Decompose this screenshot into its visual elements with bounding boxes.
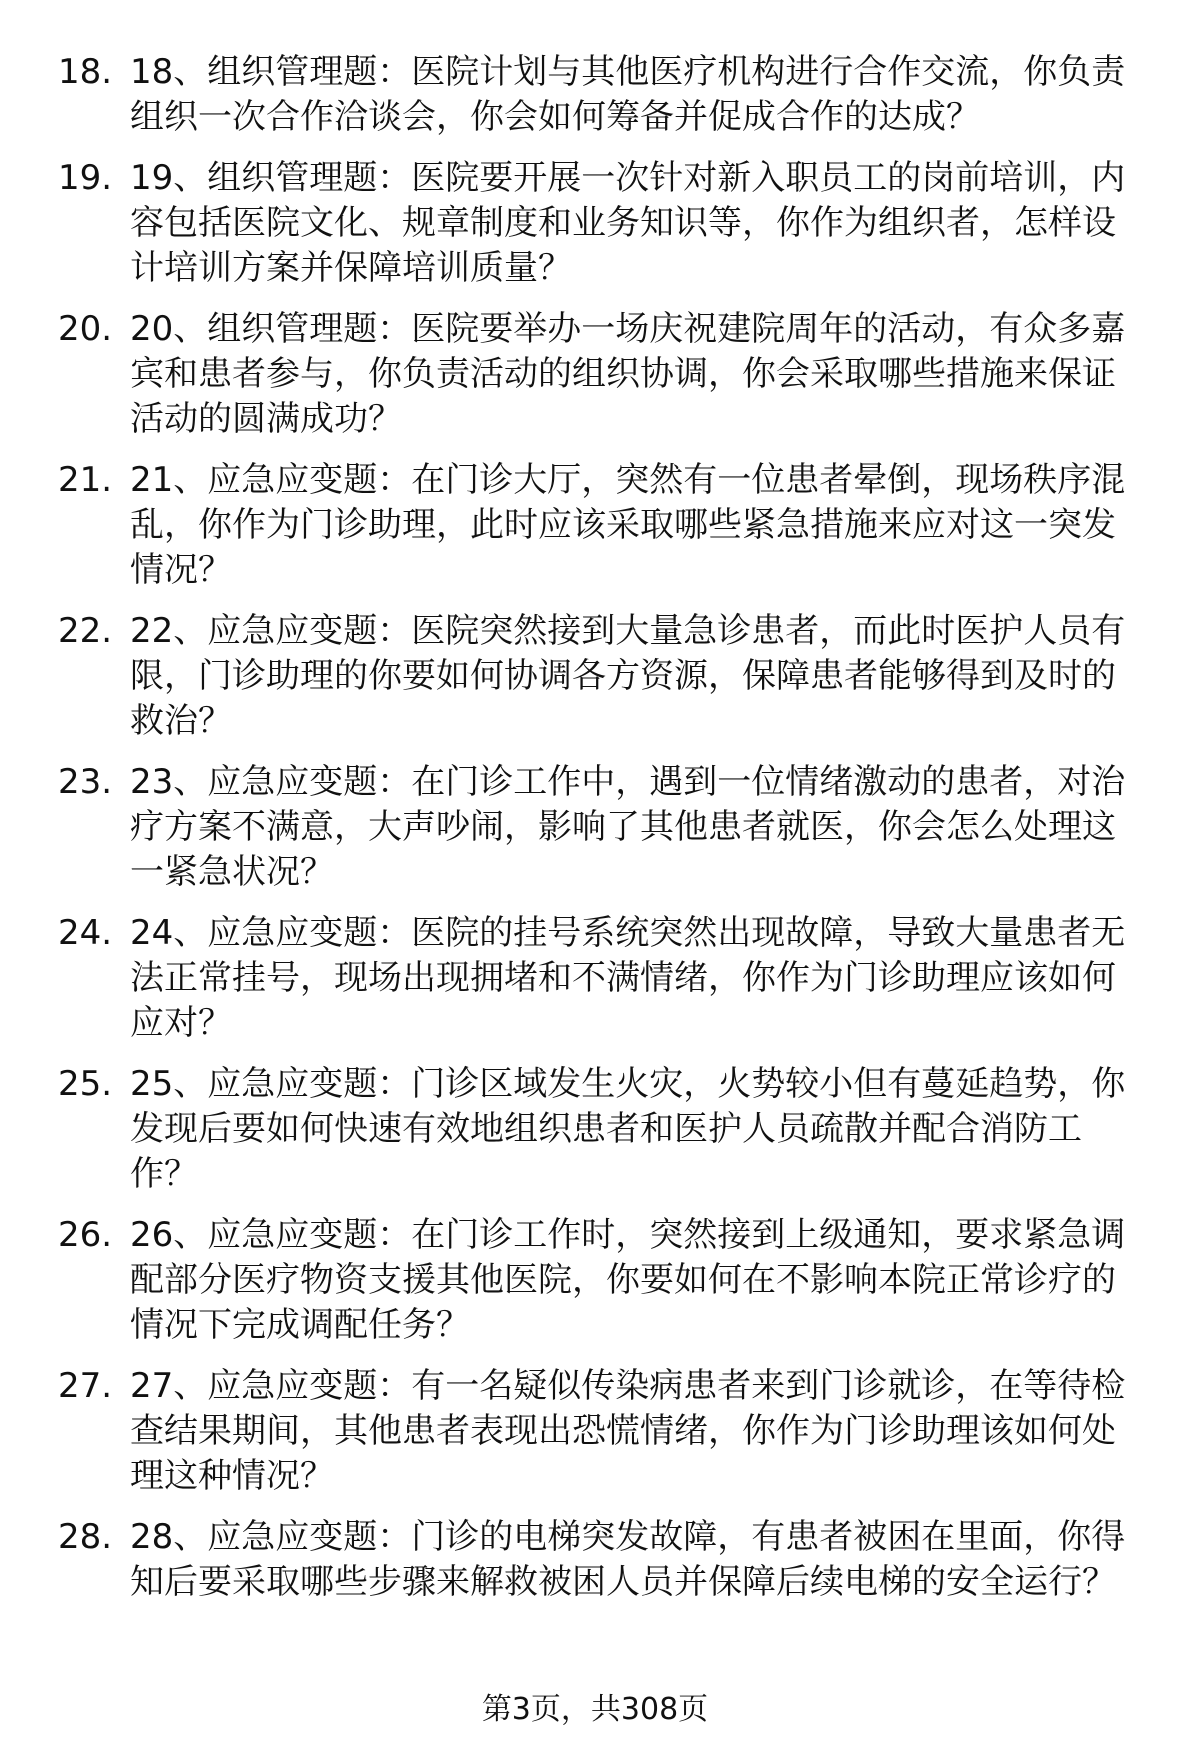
page-footer: 第3页，共308页 (481, 1692, 709, 1727)
question-item (58, 458, 1148, 593)
question-number: 19. (58, 158, 113, 198)
question-item (58, 911, 1148, 1046)
question-number: 23. (58, 762, 113, 802)
question-number: 21. (58, 460, 113, 500)
question-text: 20、组织管理题：医院要举办一场庆祝建院周年的活动，有众多嘉宾和患者参与，你负责活动的组织协调，你会采取哪些措施来保证活动的圆满成功？ (130, 309, 1126, 439)
question-list (58, 50, 1148, 1621)
question-item (58, 50, 1148, 140)
question-item (58, 609, 1148, 744)
question-item (58, 156, 1148, 291)
question-item (58, 1515, 1148, 1605)
question-number: 20. (58, 309, 113, 349)
question-text: 21、应急应变题：在门诊大厅，突然有一位患者晕倒，现场秩序混乱，你作为门诊助理，此时应该采取哪些紧急措施来应对这一突发情况？ (130, 460, 1126, 590)
question-number: 26. (58, 1215, 113, 1255)
question-item (58, 760, 1148, 895)
question-text: 23、应急应变题：在门诊工作中，遇到一位情绪激动的患者，对治疗方案不满意，大声吵闹，影响了其他患者就医，你会怎么处理这一紧急状况？ (130, 762, 1126, 892)
question-text: 22、应急应变题：医院突然接到大量急诊患者，而此时医护人员有限，门诊助理的你要如何协调各方资源，保障患者能够得到及时的救治？ (130, 611, 1126, 741)
question-item (58, 1213, 1148, 1348)
question-number: 28. (58, 1517, 113, 1557)
question-number: 27. (58, 1366, 113, 1406)
question-text: 24、应急应变题：医院的挂号系统突然出现故障，导致大量患者无法正常挂号，现场出现拥堵和不满情绪，你作为门诊助理应该如何应对？ (130, 913, 1126, 1043)
question-number: 25. (58, 1064, 113, 1104)
question-item (58, 307, 1148, 442)
question-number: 18. (58, 52, 113, 92)
question-text: 26、应急应变题：在门诊工作时，突然接到上级通知，要求紧急调配部分医疗物资支援其他医院，你要如何在不影响本院正常诊疗的情况下完成调配任务？ (130, 1215, 1126, 1345)
question-item (58, 1062, 1148, 1197)
question-number: 24. (58, 913, 113, 953)
question-text: 25、应急应变题：门诊区域发生火灾，火势较小但有蔓延趋势，你发现后要如何快速有效地组织患者和医护人员疏散并配合消防工作？ (130, 1064, 1126, 1194)
question-text: 19、组织管理题：医院要开展一次针对新入职员工的岗前培训，内容包括医院文化、规章制度和业务知识等，你作为组织者，怎样设计培训方案并保障培训质量？ (130, 158, 1126, 288)
question-text: 18、组织管理题：医院计划与其他医疗机构进行合作交流，你负责组织一次合作洽谈会，你会如何筹备并促成合作的达成？ (130, 52, 1126, 137)
question-text: 28、应急应变题：门诊的电梯突发故障，有患者被困在里面，你得知后要采取哪些步骤来解救被困人员并保障后续电梯的安全运行？ (130, 1517, 1126, 1602)
question-text: 27、应急应变题：有一名疑似传染病患者来到门诊就诊，在等待检查结果期间，其他患者表现出恐慌情绪，你作为门诊助理该如何处理这种情况？ (130, 1366, 1126, 1496)
question-number: 22. (58, 611, 113, 651)
question-item (58, 1364, 1148, 1499)
